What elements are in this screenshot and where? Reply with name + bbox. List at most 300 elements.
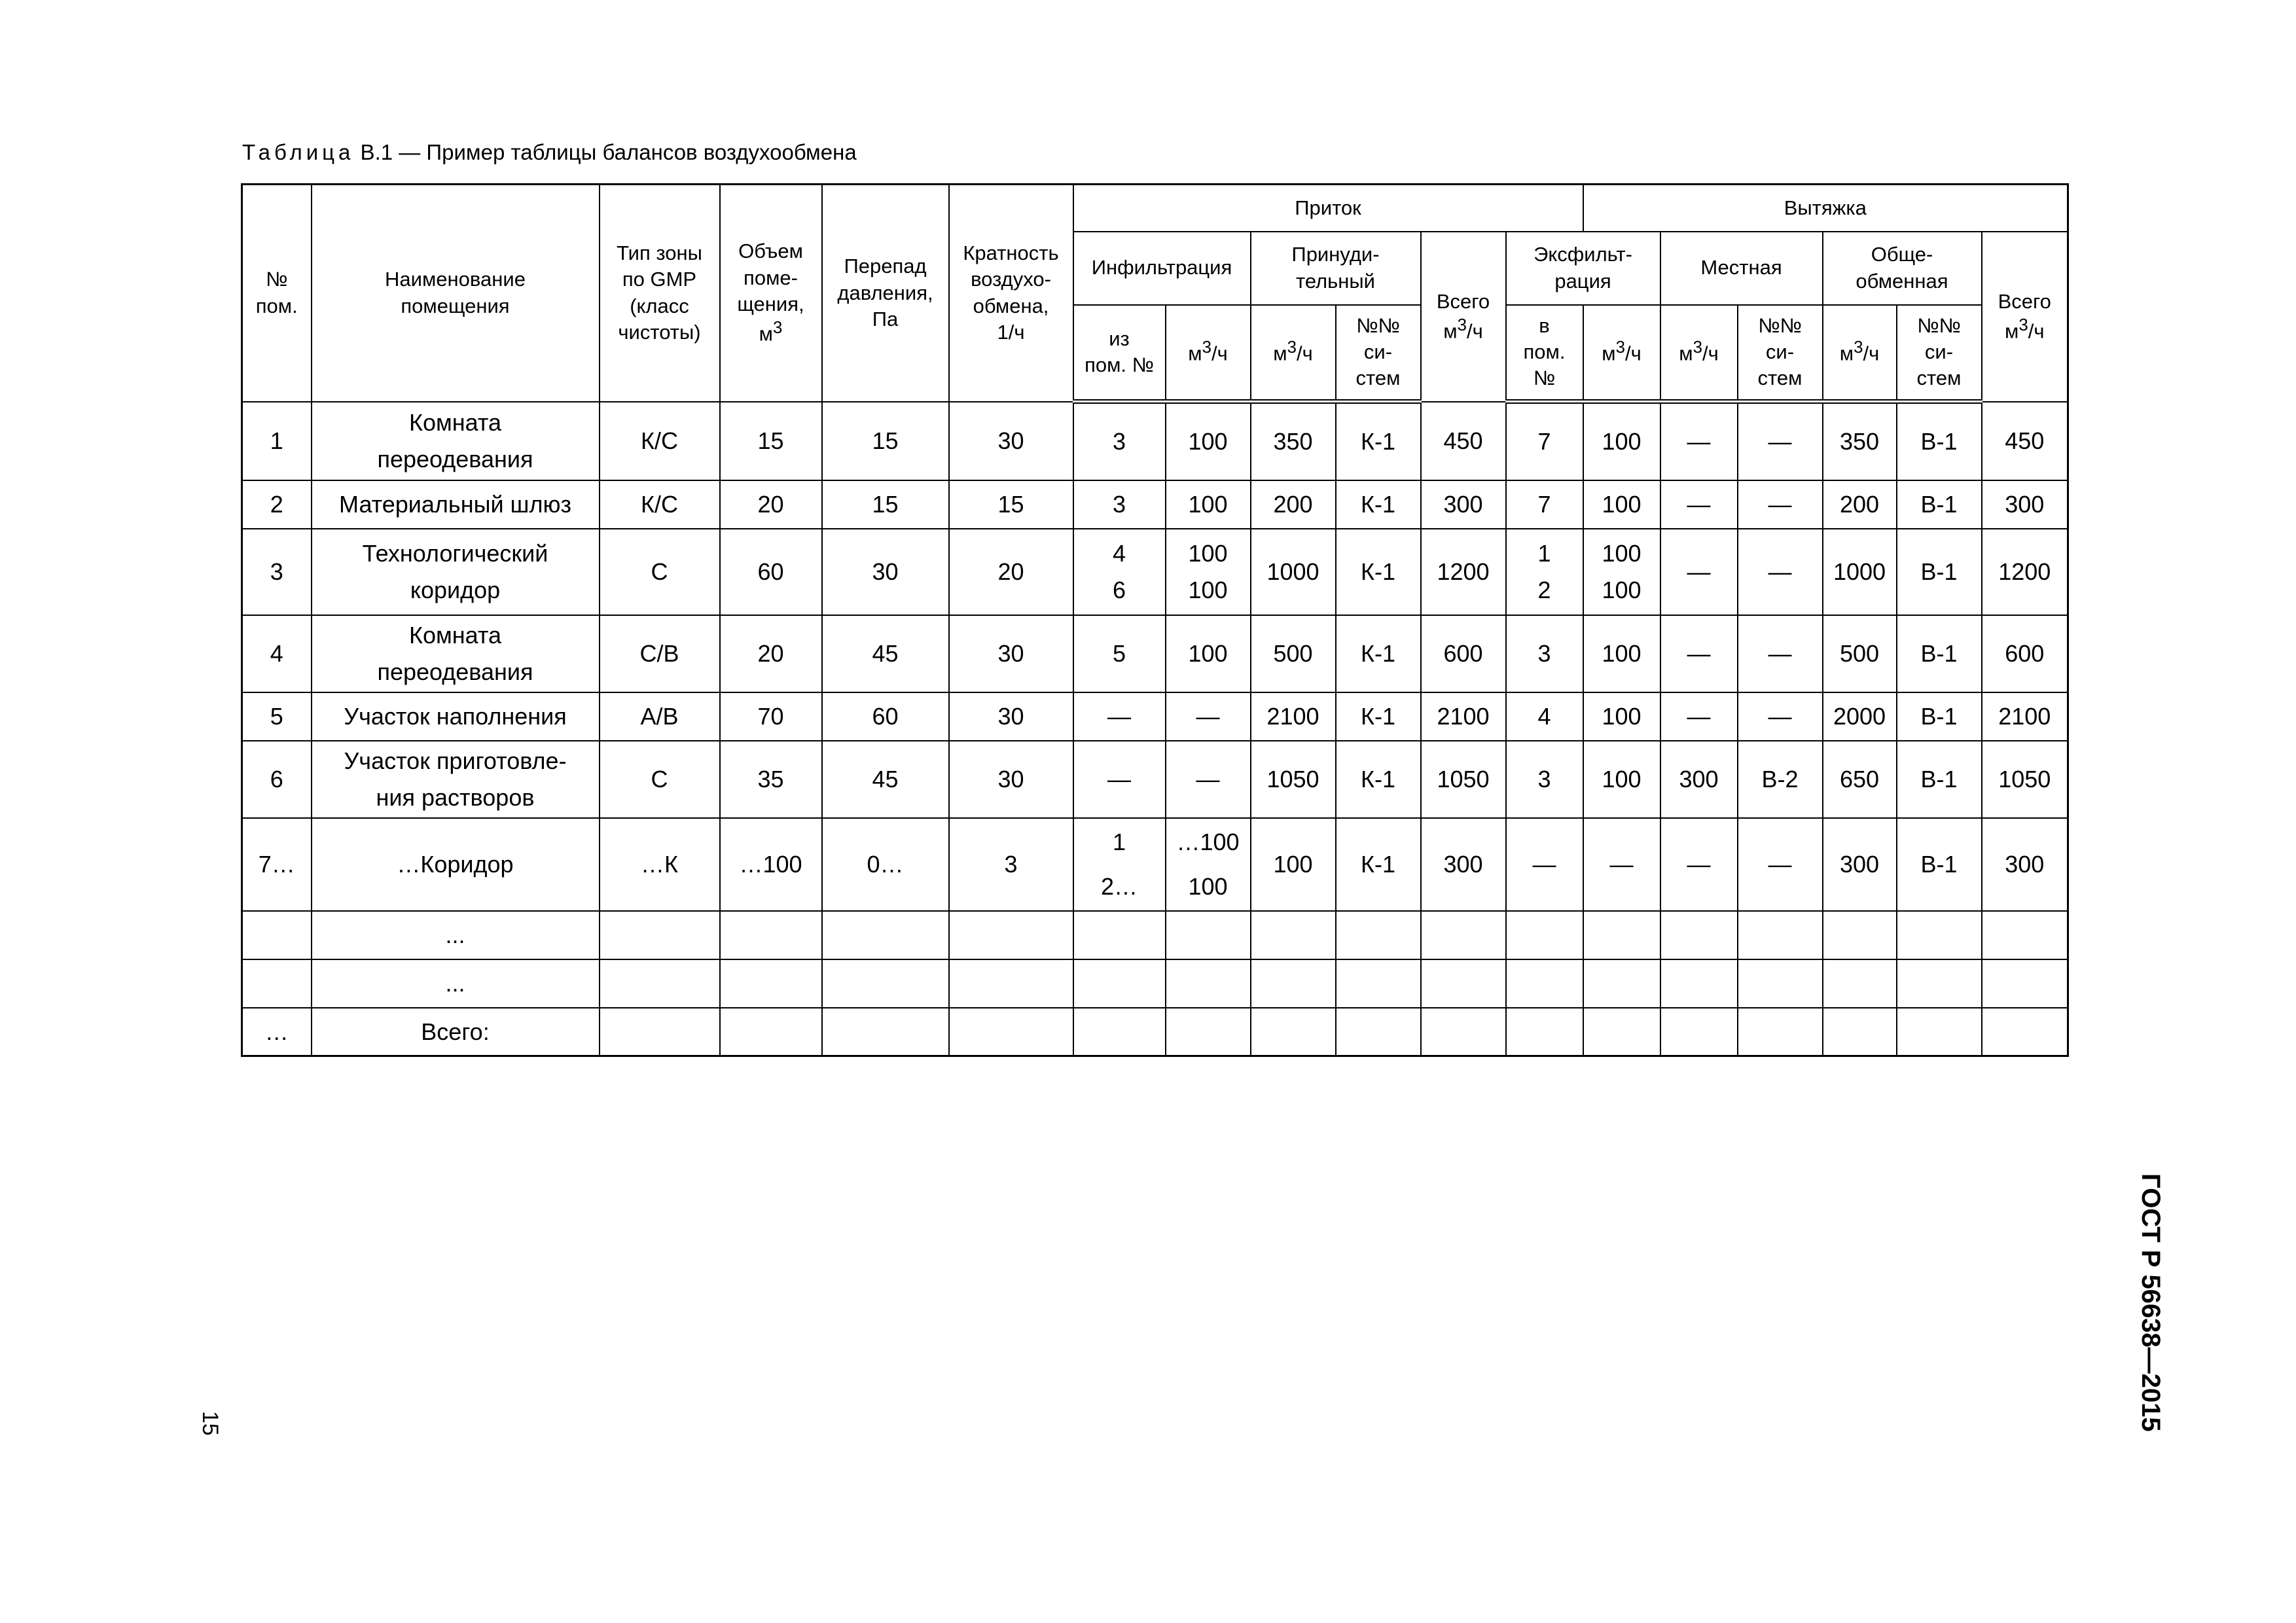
header-supply-total — [1421, 232, 1506, 402]
unit-m: м — [1602, 342, 1616, 365]
cell-inf-flow — [1166, 741, 1251, 818]
cell-num: 2 — [242, 480, 312, 529]
cell-exhaust-total: 300 — [1982, 480, 2068, 529]
room-name-line: Комната — [409, 408, 501, 436]
unit-h: /ч — [1211, 342, 1228, 365]
exf-flow — [1588, 639, 1656, 668]
header-volume — [720, 185, 822, 402]
cell-num: 7… — [242, 818, 312, 911]
table-row — [242, 529, 2068, 615]
header-line: помещения — [401, 294, 510, 317]
inf-from — [1078, 423, 1161, 460]
cell-empty — [1897, 1008, 1982, 1056]
header-supply: Приток — [1073, 185, 1583, 232]
exf-in — [1511, 535, 1579, 609]
exf-in — [1511, 764, 1579, 794]
cell-exf-in — [1506, 529, 1583, 615]
header-line: пом. — [1523, 340, 1566, 364]
header-line: Наименование — [385, 268, 526, 291]
unit-sup: 3 — [1854, 338, 1863, 357]
cell-empty — [1073, 1008, 1166, 1056]
cell-local-flow: — — [1660, 529, 1738, 615]
cell-volume: 35 — [720, 741, 822, 818]
cell-local-sys: — — [1738, 615, 1823, 692]
header-line: из — [1109, 327, 1130, 350]
cell-num: 1 — [242, 402, 312, 480]
cell-exf-in — [1506, 480, 1583, 529]
air-balance-table — [241, 183, 2069, 1057]
total-label: Всего — [1436, 289, 1490, 313]
unit-m: м — [1188, 342, 1202, 365]
caption-word: Таблица — [242, 140, 355, 164]
inf-from — [1078, 535, 1161, 609]
cell-volume: 60 — [720, 529, 822, 615]
cell-empty — [1166, 1008, 1251, 1056]
room-name — [316, 490, 595, 519]
volume-unit: м — [759, 322, 773, 346]
header-line: стем — [1757, 366, 1803, 390]
header-line: Принуди- — [1291, 243, 1380, 266]
cell-empty — [822, 959, 949, 1008]
header-line: в — [1539, 313, 1550, 337]
header-line: чистоты) — [618, 321, 701, 344]
header-line: № — [1533, 366, 1556, 390]
cell-local-flow: — — [1660, 402, 1738, 480]
cell-rate: 30 — [949, 615, 1073, 692]
cell-empty — [1251, 911, 1336, 959]
cell-empty — [1421, 911, 1506, 959]
exf-in-line: 3 — [1537, 766, 1551, 793]
exf-in-line: 3 — [1537, 640, 1551, 667]
total-row — [242, 1008, 2068, 1056]
exf-flow-line: 100 — [1602, 539, 1641, 567]
room-name — [316, 617, 595, 690]
cell-pressure: 15 — [822, 480, 949, 529]
table-row — [242, 959, 2068, 1008]
cell-zone: А/В — [600, 692, 720, 741]
cell-volume: …100 — [720, 818, 822, 911]
inf-flow-line: — — [1196, 702, 1220, 730]
cell-exhaust-total: 600 — [1982, 615, 2068, 692]
cell-inf-flow — [1166, 480, 1251, 529]
cell-gen-sys: В-1 — [1897, 529, 1982, 615]
unit-sup: 3 — [1202, 338, 1211, 357]
exf-in-line: 7 — [1537, 428, 1551, 455]
room-name — [316, 702, 595, 731]
unit-m: м — [1443, 319, 1458, 343]
cell-pressure: 45 — [822, 741, 949, 818]
inf-from — [1078, 698, 1161, 735]
cell-volume: 20 — [720, 480, 822, 529]
cell-num: 5 — [242, 692, 312, 741]
header-line: Обще- — [1871, 243, 1933, 266]
cell-volume: 15 — [720, 402, 822, 480]
header-zone — [600, 185, 720, 402]
cell-empty — [1421, 959, 1506, 1008]
cell-exf-flow — [1583, 615, 1660, 692]
header-num — [242, 185, 312, 402]
header-line: №№ — [1356, 313, 1400, 337]
document-code: ГОСТ Р 56638—2015 — [2136, 1173, 2165, 1432]
cell-empty — [1506, 911, 1583, 959]
cell-pressure: 45 — [822, 615, 949, 692]
cell-pressure: 0… — [822, 818, 949, 911]
page-number: 15 — [198, 1411, 223, 1436]
cell-empty — [600, 911, 720, 959]
header-line: щения, — [737, 293, 804, 316]
cell-exf-in — [1506, 741, 1583, 818]
inf-flow-line: 100 — [1188, 427, 1228, 455]
cell-name: ... — [312, 959, 600, 1008]
unit-sup: 3 — [1615, 338, 1625, 357]
cell-empty — [1073, 959, 1166, 1008]
cell-forced-flow: 200 — [1251, 480, 1336, 529]
cell-empty — [1982, 959, 2068, 1008]
inf-flow-line: 100 — [1188, 490, 1228, 518]
cell-rate: 30 — [949, 402, 1073, 480]
cell-forced-flow: 350 — [1251, 402, 1336, 480]
cell-zone: К/С — [600, 402, 720, 480]
unit-h: /ч — [1466, 319, 1483, 343]
inf-flow — [1170, 635, 1246, 672]
exf-in-line: 2 — [1537, 576, 1551, 603]
cell-empty — [600, 959, 720, 1008]
cell-local-sys: — — [1738, 692, 1823, 741]
exf-flow — [1588, 427, 1656, 456]
total-label: Всего — [1998, 289, 2051, 313]
header-gen-systems — [1897, 305, 1982, 402]
inf-from-line: 1 — [1112, 828, 1126, 855]
cell-exf-in — [1506, 692, 1583, 741]
cell-exhaust-total: 1200 — [1982, 529, 2068, 615]
cell-rate: 15 — [949, 480, 1073, 529]
inf-from — [1078, 761, 1161, 798]
exf-in — [1511, 639, 1579, 668]
inf-from-line: — — [1107, 765, 1131, 793]
header-line: обмена, — [973, 294, 1049, 317]
cell-rate: 30 — [949, 692, 1073, 741]
cell-name — [312, 529, 600, 615]
cell-inf-from — [1073, 615, 1166, 692]
cell-zone: С — [600, 529, 720, 615]
cell-local-flow: 300 — [1660, 741, 1738, 818]
cell-supply-total: 2100 — [1421, 692, 1506, 741]
cell-empty — [1823, 911, 1897, 959]
cell-empty — [1336, 911, 1421, 959]
room-name-line: Комната — [409, 621, 501, 649]
inf-flow-line: 100 — [1188, 576, 1228, 603]
exf-flow — [1588, 702, 1656, 731]
unit-sup: 3 — [1287, 338, 1297, 357]
inf-flow-line: 100 — [1188, 539, 1228, 567]
header-line: поме- — [744, 266, 798, 289]
exf-flow — [1588, 849, 1656, 879]
cell-empty — [1897, 959, 1982, 1008]
cell-supply-total: 300 — [1421, 818, 1506, 911]
cell-empty — [1583, 959, 1660, 1008]
inf-from-line: 6 — [1112, 576, 1126, 603]
cell-num: 3 — [242, 529, 312, 615]
inf-from-line: — — [1107, 702, 1131, 730]
caption-rest: В.1 — Пример таблицы балансов воздухообмена — [354, 140, 857, 164]
inf-flow-line: — — [1196, 765, 1220, 793]
cell-empty — [1660, 911, 1738, 959]
cell-exf-in — [1506, 818, 1583, 911]
cell-empty — [1660, 959, 1738, 1008]
exf-flow — [1588, 535, 1656, 609]
cell-gen-flow: 350 — [1823, 402, 1897, 480]
inf-flow-line: 100 — [1188, 872, 1228, 900]
cell-empty — [720, 911, 822, 959]
room-name — [316, 849, 595, 879]
cell-gen-flow: 1000 — [1823, 529, 1897, 615]
room-name-line: …Коридор — [397, 851, 514, 878]
cell-rate: 3 — [949, 818, 1073, 911]
cell-num: 6 — [242, 741, 312, 818]
exf-flow — [1588, 764, 1656, 794]
exf-flow-line: 100 — [1602, 576, 1641, 603]
inf-flow — [1170, 535, 1246, 609]
exf-flow — [1588, 490, 1656, 519]
exf-in — [1511, 702, 1579, 731]
cell-name: ... — [312, 911, 600, 959]
room-name-line: Участок приготовле- — [344, 747, 567, 774]
header-line: си- — [1924, 340, 1954, 364]
cell-empty — [600, 1008, 720, 1056]
unit-m: м — [1273, 342, 1287, 365]
inf-flow — [1170, 820, 1246, 909]
cell-inf-flow — [1166, 692, 1251, 741]
cell-exf-flow — [1583, 529, 1660, 615]
cell-empty — [1166, 959, 1251, 1008]
cell-forced-sys: К-1 — [1336, 741, 1421, 818]
cell-supply-total: 600 — [1421, 615, 1506, 692]
cell-zone: С — [600, 741, 720, 818]
cell-empty — [949, 911, 1073, 959]
cell-empty — [1738, 959, 1823, 1008]
cell-empty — [1738, 911, 1823, 959]
cell-supply-total: 1050 — [1421, 741, 1506, 818]
cell-exhaust-total: 1050 — [1982, 741, 2068, 818]
table-header — [242, 185, 2068, 402]
cell-forced-flow: 1050 — [1251, 741, 1336, 818]
cell-forced-sys: К-1 — [1336, 692, 1421, 741]
cell-local-sys: — — [1738, 818, 1823, 911]
exf-in-line: 4 — [1537, 703, 1551, 730]
cell-pressure: 60 — [822, 692, 949, 741]
unit-m: м — [2005, 319, 2019, 343]
flow-unit — [1426, 315, 1501, 345]
cell-empty — [1251, 1008, 1336, 1056]
unit-h: /ч — [2028, 319, 2045, 343]
cell-inf-from — [1073, 529, 1166, 615]
cell-gen-sys: В-1 — [1897, 480, 1982, 529]
cell-gen-sys: В-1 — [1897, 692, 1982, 741]
header-rate — [949, 185, 1073, 402]
cell-pressure: 15 — [822, 402, 949, 480]
inf-from-line: 2… — [1100, 872, 1138, 900]
header-line: по GMP — [622, 268, 697, 291]
cell-empty — [1506, 959, 1583, 1008]
table-row — [242, 615, 2068, 692]
cell-gen-sys: В-1 — [1897, 402, 1982, 480]
cell-empty — [1583, 1008, 1660, 1056]
header-line: давления, — [837, 281, 933, 304]
inf-from-line: 5 — [1112, 639, 1126, 667]
cell-forced-sys: К-1 — [1336, 615, 1421, 692]
table-row — [242, 911, 2068, 959]
header-forced-flow-unit — [1251, 305, 1336, 402]
cell-exf-flow — [1583, 402, 1660, 480]
cell-pressure: 30 — [822, 529, 949, 615]
room-name-line: ния растворов — [376, 783, 535, 811]
cell-local-flow: — — [1660, 818, 1738, 911]
room-name-line: Материальный шлюз — [339, 491, 571, 518]
cell-zone: …К — [600, 818, 720, 911]
cell-empty — [1660, 1008, 1738, 1056]
table-caption — [242, 140, 857, 165]
header-line: стем — [1355, 366, 1401, 390]
cell-forced-sys: К-1 — [1336, 480, 1421, 529]
table-row — [242, 692, 2068, 741]
table-row — [242, 818, 2068, 911]
header-from-room — [1073, 305, 1166, 402]
header-line: Тип зоны — [617, 241, 702, 265]
cell-exf-flow — [1583, 692, 1660, 741]
cell-supply-total: 1200 — [1421, 529, 1506, 615]
cell-empty — [1336, 1008, 1421, 1056]
table-body — [242, 402, 2068, 1056]
cell-rate: 20 — [949, 529, 1073, 615]
cell-name — [312, 818, 600, 911]
header-line: № — [266, 268, 288, 291]
exf-flow-line: 100 — [1602, 703, 1641, 730]
header-forced — [1251, 232, 1421, 305]
unit-h: /ч — [1296, 342, 1313, 365]
header-name — [312, 185, 600, 402]
unit-sup: 3 — [1693, 338, 1702, 357]
header-line: Объем — [738, 240, 803, 263]
cell-inf-flow — [1166, 615, 1251, 692]
cell-empty — [1823, 1008, 1897, 1056]
inf-flow — [1170, 486, 1246, 523]
cell-inf-from — [1073, 402, 1166, 480]
cell-empty — [1336, 959, 1421, 1008]
cell-empty — [1982, 1008, 2068, 1056]
inf-flow — [1170, 423, 1246, 460]
exf-flow-line: 100 — [1602, 766, 1641, 793]
cell-name — [312, 615, 600, 692]
inf-flow-line: 100 — [1188, 639, 1228, 667]
cell-gen-flow: 300 — [1823, 818, 1897, 911]
cell-rate: 30 — [949, 741, 1073, 818]
cell-exf-in — [1506, 615, 1583, 692]
unit-m: м — [1839, 342, 1854, 365]
cell-empty — [1583, 911, 1660, 959]
header-exfiltration — [1506, 232, 1660, 305]
exf-in-line: — — [1532, 851, 1556, 878]
header-line: тельный — [1295, 269, 1376, 293]
cell-empty — [242, 959, 312, 1008]
cell-inf-flow — [1166, 529, 1251, 615]
room-name-line: Технологический — [362, 539, 548, 567]
cell-empty — [1421, 1008, 1506, 1056]
cell-empty — [1738, 1008, 1823, 1056]
exf-in-line: 7 — [1537, 491, 1551, 518]
cell-inf-from — [1073, 692, 1166, 741]
room-name — [316, 404, 595, 478]
cell-local-sys: — — [1738, 529, 1823, 615]
cell-empty — [822, 1008, 949, 1056]
room-name-line: коридор — [410, 576, 501, 603]
cell-inf-from — [1073, 480, 1166, 529]
unit-sup: 3 — [2018, 315, 2028, 334]
header-line: стем — [1916, 366, 1962, 390]
cell-inf-from — [1073, 818, 1166, 911]
cell-forced-flow: 2100 — [1251, 692, 1336, 741]
cell-empty — [1506, 1008, 1583, 1056]
cell-volume: 20 — [720, 615, 822, 692]
cell-total-label: Всего: — [312, 1008, 600, 1056]
exf-in — [1511, 849, 1579, 879]
cell-forced-flow: 1000 — [1251, 529, 1336, 615]
header-line: воздухо- — [971, 268, 1051, 291]
table-row — [242, 402, 2068, 480]
room-name — [316, 535, 595, 609]
header-line: 1/ч — [997, 321, 1025, 344]
cell-inf-flow — [1166, 402, 1251, 480]
header-infiltration: Инфильтрация — [1073, 232, 1251, 305]
inf-from-line: 4 — [1112, 539, 1126, 567]
cell-supply-total: 450 — [1421, 402, 1506, 480]
header-in-room — [1506, 305, 1583, 402]
cell-name — [312, 692, 600, 741]
unit-m: м — [1679, 342, 1693, 365]
cell-empty — [949, 1008, 1073, 1056]
unit-h: /ч — [1863, 342, 1880, 365]
exf-in — [1511, 427, 1579, 456]
cell-empty — [720, 959, 822, 1008]
cell-volume: 70 — [720, 692, 822, 741]
room-name-line: переодевания — [377, 445, 533, 473]
cell-gen-flow: 200 — [1823, 480, 1897, 529]
cell-empty — [1073, 911, 1166, 959]
cell-inf-flow — [1166, 818, 1251, 911]
header-line: си- — [1363, 340, 1393, 364]
volume-unit-sup: 3 — [772, 319, 783, 338]
unit-h: /ч — [1702, 342, 1719, 365]
inf-from — [1078, 486, 1161, 523]
table-row — [242, 480, 2068, 529]
header-line: Кратность — [963, 241, 1059, 265]
inf-from — [1078, 635, 1161, 672]
cell-gen-flow: 2000 — [1823, 692, 1897, 741]
cell-gen-sys: В-1 — [1897, 615, 1982, 692]
unit-h: /ч — [1624, 342, 1641, 365]
inf-from — [1078, 820, 1161, 909]
header-line: (класс — [630, 294, 689, 317]
header-line: №№ — [1917, 313, 1961, 337]
cell-empty — [1251, 959, 1336, 1008]
cell-zone: К/С — [600, 480, 720, 529]
header-local-systems — [1738, 305, 1823, 402]
cell-gen-flow: 650 — [1823, 741, 1897, 818]
room-name — [316, 743, 595, 816]
cell-forced-sys: К-1 — [1336, 818, 1421, 911]
header-exhaust-total — [1982, 232, 2068, 402]
cell-local-flow: — — [1660, 480, 1738, 529]
cell-empty — [1897, 911, 1982, 959]
